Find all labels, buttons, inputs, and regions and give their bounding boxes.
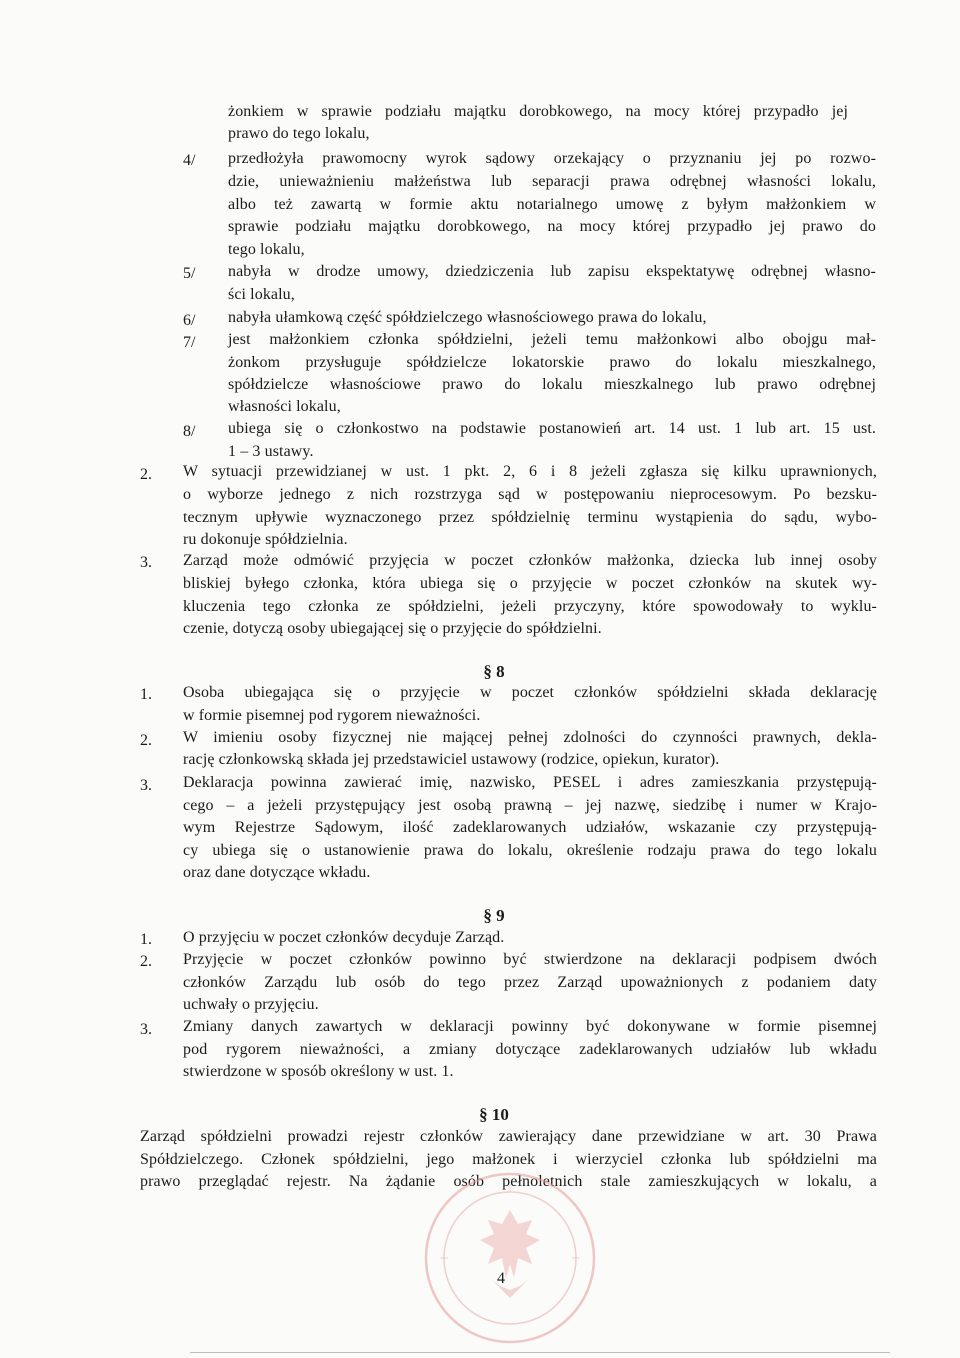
text-line: spółdzielcze własnościowe prawo do lokalu mieszkalnego lub prawo odrębnej (228, 376, 876, 393)
text-line: pod rygorem nieważności, a zmiany dotyczące zadeklarowanych udziałów lub wkładu (183, 1041, 877, 1058)
text-line: stwierdzone w sposób określony w ust. 1. (183, 1063, 454, 1080)
text-line: prawo do tego lokalu, (228, 125, 370, 142)
text-line: Zarząd może odmówić przyjęcia w poczet członków małżonka, dziecka lub innej osoby (183, 552, 877, 569)
list-marker: 1. (140, 686, 152, 703)
text-line: bliskiej byłego członka, która ubiega się o przyjęcie w poczet członków na skutek wy- (183, 575, 877, 592)
text-line: prawo przeglądać rejestr. Na żądanie osób pełnoletnich stale zamieszkujących w lokalu, a (140, 1173, 877, 1190)
text-line: czenie, dotyczą osoby ubiegającej się o przyjęcie do spółdzielni. (183, 620, 602, 637)
text-line: w formie pisemnej pod rygorem nieważności. (183, 707, 481, 724)
text-line: żonkiem w sprawie podziału majątku dorobkowego, na mocy której przypadło jej (228, 103, 848, 120)
list-marker: 5/ (183, 265, 196, 282)
text-line: W sytuacji przewidzianej w ust. 1 pkt. 2, 6 i 8 jeżeli zgłasza się kilku uprawnionych, (183, 463, 877, 480)
text-line: Deklaracja powinna zawierać imię, nazwisko, PESEL i adres zamieszkania przystępują- (183, 774, 877, 791)
list-marker: 6/ (183, 312, 196, 329)
text-line: O przyjęciu w poczet członków decyduje Zarząd. (183, 929, 505, 946)
text-line: tego lokalu, (228, 241, 305, 258)
text-line: rację członkowską składa jej przedstawiciel ustawowy (rodzice, opiekun, kurator). (183, 751, 720, 768)
section-heading: § 10 (479, 1105, 509, 1124)
text-line: ści lokalu, (228, 286, 295, 303)
text-line: 1 – 3 ustawy. (228, 443, 314, 460)
text-line: albo też zawartą w formie aktu notarialnego umowę z byłym małżonkiem w (228, 196, 876, 213)
text-line: Przyjęcie w poczet członków powinno być stwierdzone na deklaracji podpisem dwóch (183, 951, 877, 968)
list-marker: 4/ (183, 152, 196, 169)
text-line: uchwały o przyjęciu. (183, 996, 319, 1013)
list-marker: 8/ (183, 423, 196, 440)
text-line: nabyła ułamkową część spółdzielczego własnościowego prawa do lokalu, (228, 309, 707, 326)
text-line: jest małżonkiem członka spółdzielni, jeżeli temu małżonkowi albo obojgu mał- (228, 331, 876, 348)
list-marker: 2. (140, 466, 152, 483)
text-line: o wyborze jednego z nich rozstrzyga sąd w postępowaniu nieprocesowym. Po bezsku- (183, 486, 877, 503)
text-line: Spółdzielczego. Członek spółdzielni, jego małżonek i wierzyciel członka lub spółdzielni ma (140, 1151, 877, 1168)
text-line: tecznym upływie wyznaczonego przez spółdzielnię terminu wystąpienia do sądu, wybo- (183, 509, 877, 526)
text-line: ru dokonuje spółdzielnia. (183, 531, 348, 548)
text-line: przedłożyła prawomocny wyrok sądowy orzekający o przyznaniu jej po rozwo- (228, 150, 876, 167)
section-heading: § 8 (483, 662, 505, 681)
list-marker: 3. (140, 777, 152, 794)
list-marker: 2. (140, 732, 152, 749)
list-marker: 2. (140, 953, 152, 970)
text-line: cy ubiega się o ustanowienie prawa do lokalu, określenie rodzaju prawa do tego lokalu (183, 842, 877, 859)
page-bottom-rule (190, 1352, 890, 1353)
list-marker: 1. (140, 931, 152, 948)
text-line: kluczenia tego członka ze spółdzielni, jeżeli przyczyny, które spowodowały to wyklu- (183, 598, 877, 615)
text-line: dzie, unieważnieniu małżeństwa lub separacji prawa odrębnej własności lokalu, (228, 173, 876, 190)
list-marker: 7/ (183, 334, 196, 351)
text-line: cego – a jeżeli przystępujący jest osobą prawną – jej nazwę, siedzibę i numer w Krajo- (183, 797, 877, 814)
text-line: członków Zarządu lub osób do tego przez Zarząd upoważnionych z podaniem daty (183, 974, 877, 991)
page-number: 4 (497, 1270, 505, 1287)
text-line: własności lokalu, (228, 398, 341, 415)
list-marker: 3. (140, 1021, 152, 1038)
text-line: ubiega się o członkostwo na podstawie postanowień art. 14 ust. 1 lub art. 15 ust. (228, 420, 876, 437)
text-line: Zmiany danych zawartych w deklaracji powinny być dokonywane w formie pisemnej (183, 1018, 877, 1035)
text-line: sprawie podziału majątku dorobkowego, na mocy której przypadło jej prawo do (228, 218, 876, 235)
text-line: oraz dane dotyczące wkładu. (183, 864, 371, 881)
list-marker: 3. (140, 554, 152, 571)
section-heading: § 9 (483, 906, 505, 925)
text-line: Zarząd spółdzielni prowadzi rejestr członków zawierający dane przewidziane w art. 30 Prawa (140, 1128, 877, 1145)
text-line: Osoba ubiegająca się o przyjęcie w poczet członków spółdzielni składa deklarację (183, 684, 877, 701)
text-line: wym Rejestrze Sądowym, ilość zadeklarowanych udziałów, wskazanie czy przystępują- (183, 819, 877, 836)
text-line: żonkom przysługuje spółdzielcze lokatorskie prawo do lokalu mieszkalnego, (228, 354, 876, 371)
text-line: nabyła w drodze umowy, dziedziczenia lub zapisu ekspektatywę odrębnej własno- (228, 263, 876, 280)
round-seal-stamp (420, 1168, 600, 1348)
text-line: W imieniu osoby fizycznej nie mającej pełnej zdolności do czynności prawnych, dekla- (183, 729, 877, 746)
